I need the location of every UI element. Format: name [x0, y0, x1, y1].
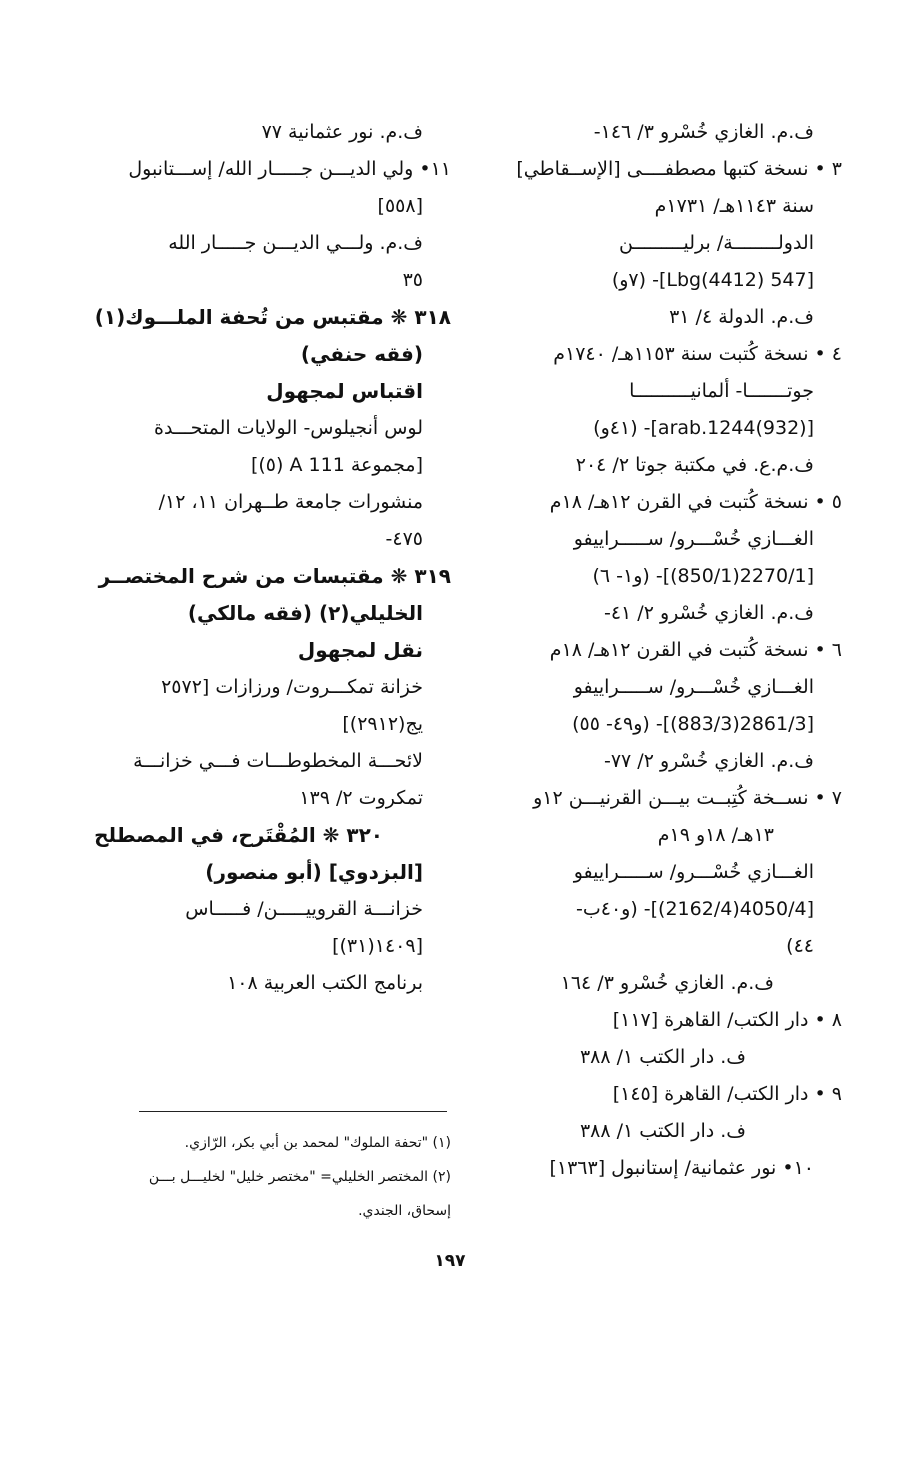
- left-column-line: لوس أنجيلوس- الولايات المتحـــدة: [154, 417, 423, 439]
- footnote-line: (١) "تحفة الملوك" لمحمد بن أبي بكر، الرّازي.: [184, 1135, 451, 1151]
- right-column-line: ف.م. الغازي خُسْرو ٣/ ١٤٦-: [593, 121, 814, 143]
- left-column-line: [١٤٠٩(٣١)]: [332, 935, 423, 957]
- left-column-line: يج(٢٩١٢)]: [342, 713, 423, 735]
- right-column-line: جوتـــــــا- ألمانيــــــــــا: [629, 380, 814, 402]
- left-column-line: ف.م. ولـــي الديـــن جـــــار الله: [168, 232, 423, 254]
- right-column-line: ف.م.ع. في مكتبة جوتا ٢/ ٢٠٤: [575, 454, 814, 476]
- left-column-line: ٣٥: [402, 269, 423, 291]
- left-column-line: اقتباس لمجهول: [266, 379, 423, 403]
- right-column-line: ف.م. الغازي خُسْرو ٢/ ٤١-: [603, 602, 814, 624]
- left-column-line: خزانة تمكـــروت/ ورزازات [٢٥٧٢: [161, 676, 423, 698]
- right-column-line: ٨ • دار الكتب/ القاهرة [١١٧]: [612, 1009, 842, 1031]
- footnote-line: إسحاق، الجندي.: [358, 1203, 451, 1219]
- right-column-line: الغـــازي خُسْـــرو/ ســـــرايیفو: [573, 676, 814, 698]
- right-column-line: ١٣هـ/ ١٨و ١٩م: [657, 824, 774, 846]
- right-column-line: [4050/4(2162/4)]- (و٤٠ب-: [575, 898, 814, 920]
- left-column-line: منشورات جامعة طــهران ١١، ١٢/: [158, 491, 423, 513]
- footnote-separator: [139, 1111, 447, 1112]
- right-column-line: [2270/1(850/1)]- (و١- ٦): [592, 565, 814, 587]
- left-column-line: ٣١٨ ❋ مقتبس من تُحفة الملـــوك(١): [94, 305, 451, 329]
- left-column: [94, 114, 451, 1002]
- footnote-line: (٢) المختصر الخليلي= "مختصر خليل" لخليـــل بـــن: [148, 1169, 451, 1185]
- right-column-line: الغـــازي خُسْـــرو/ ســـــرايیفو: [573, 861, 814, 883]
- right-column-line: الدولــــــــة/ برليـــــــــن: [618, 232, 814, 254]
- left-column-line: (فقه حنفي): [300, 342, 423, 366]
- right-column-line: [2861/3(883/3)]- (و٤٩- ٥٥): [572, 713, 814, 735]
- right-column-line: ٧ • نســخة كُتِبــت بيـــن القرنيـــن ١٢و: [533, 787, 842, 809]
- right-column-line: ١٠• نور عثمانية/ إستانبول [١٣٦٣]: [549, 1157, 814, 1179]
- left-column-line: [مجموعة 111 A (٥)]: [250, 454, 423, 476]
- right-column-line: ٤ • نسخة كُتبت سنة ١١٥٣هـ/ ١٧٤٠م: [553, 343, 842, 365]
- left-column-line: برنامج الكتب العربية ١٠٨: [227, 972, 423, 994]
- right-column-line: ٤٤): [786, 935, 814, 957]
- left-column-line: لائحـــة المخطوطـــات فـــي خزانـــة: [133, 750, 423, 772]
- left-column-line: تمكروت ٢/ ١٣٩: [299, 787, 423, 809]
- right-column-line: ٦ • نسخة كُتبت في القرن ١٢هـ/ ١٨م: [549, 639, 842, 661]
- right-column-line: ف. دار الكتب ١/ ٣٨٨: [579, 1046, 746, 1068]
- right-column-line: ٣ • نسخة كتبها مصطفــــى [الإســقاطي]: [516, 158, 842, 180]
- right-column-line: ف.م. الغازي خُسْرو ٢/ ٧٧-: [603, 750, 814, 772]
- left-column-line: خزانـــة القروييـــــن/ فـــــاس: [185, 898, 423, 920]
- left-column-line: [البزدوي] (أبو منصور): [205, 860, 423, 884]
- right-column-line: ف.م. الدولة ٤/ ٣١: [669, 306, 814, 328]
- left-column-line: [٥٥٨]: [377, 195, 423, 217]
- right-column: [472, 114, 842, 1187]
- right-column-line: [arab.1244(932)]- (٤١و): [593, 417, 814, 439]
- left-column-line: ١١• ولي الديـــن جـــــار الله/ إســـتانبول: [128, 158, 451, 180]
- page-number: ١٩٧: [434, 1251, 466, 1271]
- footnotes: [98, 1126, 451, 1228]
- right-column-line: ٩ • دار الكتب/ القاهرة [١٤٥]: [612, 1083, 842, 1105]
- left-column-line: ف.م. نور عثمانية ٧٧: [261, 121, 423, 143]
- right-column-line: ف.م. الغازي خُسْرو ٣/ ١٦٤: [560, 972, 774, 994]
- left-column-line: ٤٧٥-: [385, 528, 423, 550]
- left-column-line: الخليلي(٢) (فقه مالكي): [187, 601, 423, 625]
- right-column-line: ف. دار الكتب ١/ ٣٨٨: [579, 1120, 746, 1142]
- right-column-line: ٥ • نسخة كُتبت في القرن ١٢هـ/ ١٨م: [549, 491, 842, 513]
- left-column-line: ٣٢٠ ❋ المُقْتَرح، في المصطلح: [94, 823, 383, 847]
- left-column-line: نقل لمجهول: [297, 638, 423, 662]
- right-column-line: [547 Lbg(4412)]- (٧و): [611, 269, 814, 291]
- left-column-line: ٣١٩ ❋ مقتبسات من شرح المختصــر: [98, 564, 451, 588]
- right-column-line: سنة ١١٤٣هـ/ ١٧٣١م: [654, 195, 814, 217]
- right-column-line: الغـــازي خُسْـــرو/ ســـــرايیفو: [573, 528, 814, 550]
